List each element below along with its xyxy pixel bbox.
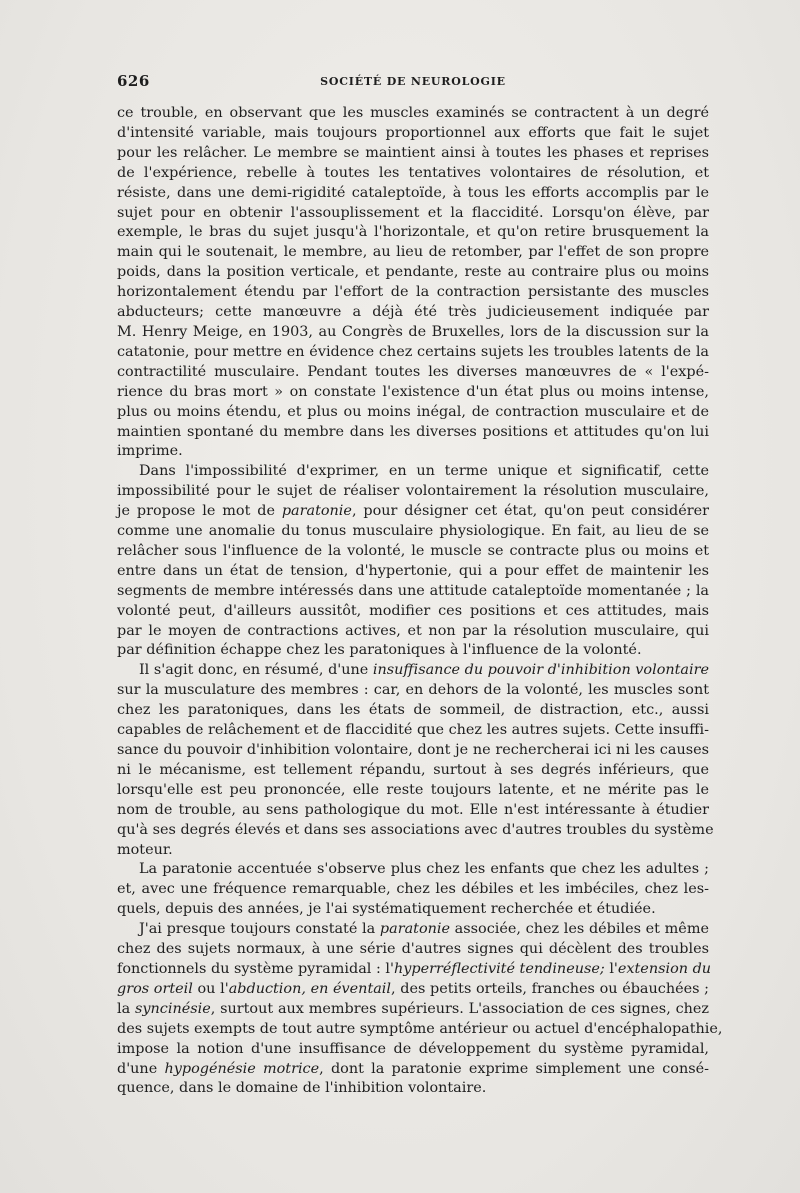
- text-line: ni le mécanisme, est tellement répandu, surtout à ses degrés inférieurs, que: [117, 761, 709, 778]
- text-line: ce trouble, en observant que les muscles examinés se contractent à un degré: [117, 105, 709, 121]
- text-line: impose la notion d'une insuffisance de développement du système pyramidal,: [117, 1040, 709, 1057]
- text-line: quence, dans le domaine de l'inhibition volontaire.: [117, 1080, 487, 1097]
- text-line: plus ou moins étendu, et plus ou moins inégal, de contraction musculaire et de: [117, 403, 709, 420]
- text-line: abducteurs; cette manœuvre a déjà été très judicieusement indiquée par: [117, 304, 709, 321]
- text-line: impossibilité pour le sujet de réaliser volontairement la résolution musculaire,: [117, 483, 709, 500]
- text-line: quels, depuis des années, je l'ai systématiquement recherchée et étudiée.: [117, 901, 656, 918]
- text-line: des sujets exempts de tout autre symptôme antérieur ou actuel d'encéphalopathie,: [117, 1020, 723, 1037]
- running-head: SOCIÉTÉ DE NEUROLOGIE: [320, 75, 506, 88]
- text-line: pour les relâcher. Le membre se maintient ainsi à toutes les phases et reprises: [117, 144, 709, 161]
- text-line: comme une anomalie du tonus musculaire physiologique. En fait, au lieu de se: [117, 523, 709, 540]
- page-header: [117, 72, 709, 94]
- text-line: La paratonie accentuée s'observe plus chez les enfants que chez les adultes ;: [139, 861, 709, 878]
- text-line: sance du pouvoir d'inhibition volontaire, dont je ne rechercherai ici ni les causes: [117, 742, 709, 758]
- paragraph: [117, 860, 709, 920]
- text-line: gros orteil ou l'abduction, en éventail, des petits orteils, franches ou ébauchées ;: [117, 980, 710, 997]
- text-line: chez les paratoniques, dans les états de sommeil, de distraction, etc., aussi: [117, 702, 709, 719]
- text-line: qu'à ses degrés élevés et dans ses associations avec d'autres troubles du système: [117, 821, 714, 838]
- text-line: d'intensité variable, mais toujours proportionnel aux efforts que fait le sujet: [117, 124, 709, 141]
- text-line: nom de trouble, au sens pathologique du mot. Elle n'est intéressante à étudier: [117, 801, 709, 818]
- paragraph: [117, 661, 714, 860]
- text-line: horizontalement étendu par l'effort de la contraction persistante des muscles: [117, 284, 709, 301]
- text-line: résiste, dans une demi-rigidité cataleptoïde, à tous les efforts accomplis par le: [117, 184, 709, 201]
- text-line: imprime.: [117, 443, 183, 460]
- paragraph: [117, 920, 723, 1099]
- body-text: [117, 104, 723, 1099]
- text-line: je propose le mot de paratonie, pour désigner cet état, qu'on peut considérer: [117, 503, 709, 520]
- text-line: chez des sujets normaux, à une série d'autres signes qui décèlent des troubles: [117, 941, 709, 958]
- text-line: par définition échappe chez les paratoniques à l'influence de la volonté.: [117, 642, 642, 659]
- text-line: entre dans un état de tension, d'hypertonie, qui a pour effet de maintenir les: [117, 562, 709, 579]
- text-line: J'ai presque toujours constaté la paratonie associée, chez les débiles et même: [139, 921, 709, 938]
- text-line: Il s'agit donc, en résumé, d'une insuffisance du pouvoir d'inhibition volontaire: [139, 662, 709, 679]
- text-line: sujet pour en obtenir l'assouplissement et la flaccidité. Lorsqu'on élève, par: [117, 204, 709, 221]
- text-line: sur la musculature des membres : car, en dehors de la volonté, les muscles sont: [117, 682, 709, 699]
- text-line: capables de relâchement et de flaccidité que chez les autres sujets. Cette insuffi-: [117, 722, 709, 739]
- text-line: poids, dans la position verticale, et pendante, reste au contraire plus ou moins: [117, 264, 709, 281]
- text-line: par le moyen de contractions actives, et non par la résolution musculaire, qui: [117, 622, 709, 639]
- text-line: et, avec une fréquence remarquable, chez les débiles et les imbéciles, chez les-: [117, 881, 709, 898]
- text-line: Dans l'impossibilité d'exprimer, en un terme unique et significatif, cette: [139, 463, 709, 480]
- text-line: exemple, le bras du sujet jusqu'à l'horizontale, et qu'on retire brusquement la: [117, 224, 709, 241]
- text-line: d'une hypogénésie motrice, dont la paratonie exprime simplement une consé-: [117, 1060, 710, 1077]
- page-number: 626: [117, 72, 150, 90]
- paragraph: [117, 104, 709, 462]
- text-line: rience du bras mort » on constate l'existence d'un état plus ou moins intense,: [117, 383, 709, 400]
- text-line: moteur.: [117, 841, 173, 858]
- text-line: de l'expérience, rebelle à toutes les tentatives volontaires de résolution, et: [117, 164, 709, 181]
- text-line: maintien spontané du membre dans les diverses positions et attitudes qu'on lui: [117, 423, 709, 440]
- text-line: relâcher sous l'influence de la volonté, le muscle se contracte plus ou moins et: [117, 542, 709, 559]
- text-line: volonté peut, d'ailleurs aussitôt, modifier ces positions et ces attitudes, mais: [117, 602, 709, 619]
- text-line: M. Henry Meige, en 1903, au Congrès de Bruxelles, lors de la discussion sur la: [117, 323, 709, 340]
- paragraph: [117, 462, 709, 661]
- text-line: main qui le soutenait, le membre, au lieu de retomber, par l'effet de son propre: [117, 244, 709, 261]
- text-line: segments de membre intéressés dans une attitude cataleptoïde momentanée ; la: [117, 582, 709, 599]
- text-line: la syncinésie, surtout aux membres supérieurs. L'association de ces signes, chez: [117, 1000, 709, 1017]
- text-line: contractilité musculaire. Pendant toutes les diverses manœuvres de « l'expé-: [117, 363, 709, 380]
- text-line: lorsqu'elle est peu prononcée, elle reste toujours latente, et ne mérite pas le: [117, 781, 709, 798]
- text-line: catatonie, pour mettre en évidence chez certains sujets les troubles latents de la: [117, 343, 709, 360]
- text-line: fonctionnels du système pyramidal : l'hyperréflectivité tendineuse; l'extension du: [117, 960, 712, 977]
